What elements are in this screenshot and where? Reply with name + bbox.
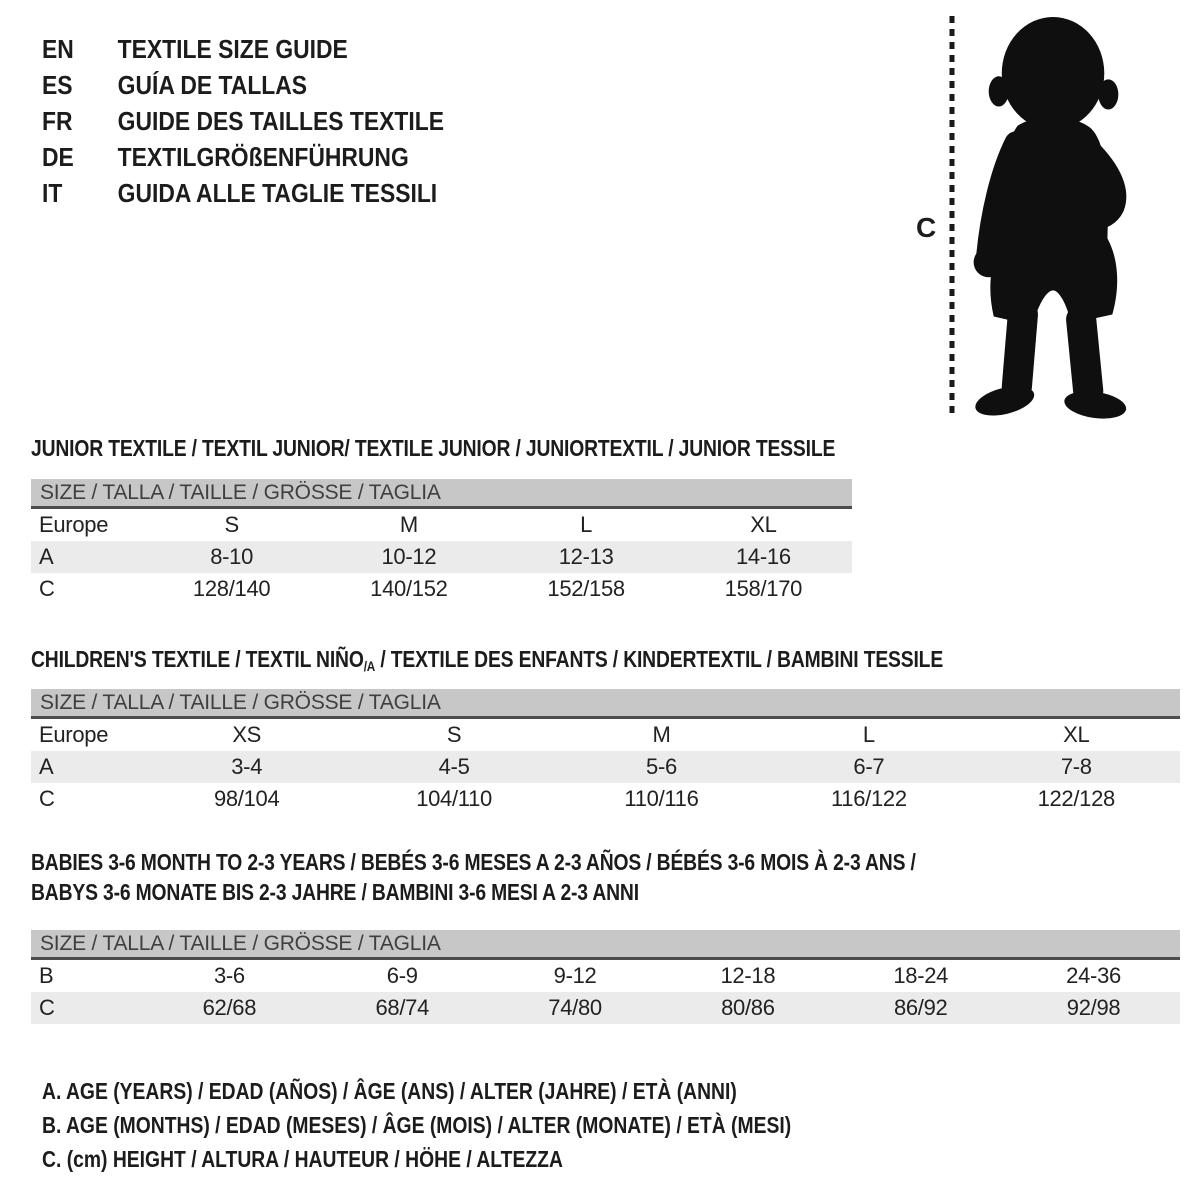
measure-label-c: C: [916, 212, 937, 243]
size-table-children: [31, 719, 1180, 815]
row-label: A: [39, 754, 54, 779]
language-guide-title: GUIDA ALLE TAGLIE TESSILI: [117, 178, 438, 208]
language-row-de: [42, 139, 444, 175]
size-value: L: [580, 512, 593, 537]
language-guide-title: TEXTILGRÖßENFÜHRUNG: [117, 142, 409, 172]
size-value: 10-12: [381, 544, 437, 569]
language-row-es: [42, 67, 444, 103]
size-value: XL: [750, 512, 777, 537]
size-value: 80/86: [721, 995, 775, 1020]
language-code: ES: [42, 70, 73, 100]
title-text: BABYS 3-6 MONATE BIS 2-3 JAHRE / BAMBINI 3-6 MESI A 2-3 ANNI: [31, 879, 639, 905]
size-value: M: [399, 512, 418, 537]
legend-line-b: B. AGE (MONTHS) / EDAD (MESES) / ÂGE (MOIS) / ALTER (MONATE) / ETÀ (MESI): [42, 1112, 792, 1138]
size-value: S: [446, 722, 462, 747]
table-row-europe: [31, 509, 852, 541]
language-code: FR: [42, 106, 73, 136]
language-row-en: [42, 31, 444, 67]
size-value: XS: [232, 722, 262, 747]
size-value: 122/128: [1037, 786, 1115, 811]
size-value: 68/74: [375, 995, 430, 1020]
size-value: 158/170: [724, 576, 803, 601]
size-value: 4-5: [438, 754, 470, 779]
row-label: C: [39, 786, 55, 811]
toddler-silhouette: [960, 13, 1138, 419]
language-title-list: [42, 31, 499, 211]
table-row-c: [31, 992, 1180, 1024]
language-guide-title: GUIDE DES TAILLES TEXTILE: [117, 106, 444, 136]
title-text: / TEXTILE DES ENFANTS / KINDERTEXTIL / BAMBINI TESSILE: [375, 646, 944, 672]
size-value: 98/104: [213, 786, 280, 811]
section-title: [31, 877, 996, 907]
language-guide-title: TEXTILE SIZE GUIDE: [117, 34, 348, 64]
table-row-c: [31, 573, 852, 605]
size-value: 128/140: [192, 576, 271, 601]
size-value: 116/122: [830, 786, 907, 811]
size-value: 3-6: [213, 963, 245, 988]
size-value: 6-9: [386, 963, 418, 988]
size-value: 14-16: [735, 544, 791, 569]
language-code: EN: [42, 34, 74, 64]
size-value: 74/80: [548, 995, 602, 1020]
size-value: L: [862, 722, 875, 747]
table-row-c: [31, 783, 1180, 815]
row-label: C: [39, 576, 55, 601]
section-junior: [31, 433, 852, 605]
silhouette-head: [1002, 17, 1105, 130]
size-value: 140/152: [370, 576, 448, 601]
size-value: 5-6: [646, 754, 677, 779]
language-row-fr: [42, 103, 444, 139]
height-measure-dashed-line: [948, 16, 956, 418]
table-header-bar: SIZE / TALLA / TAILLE / GRÖSSE / TAGLIA: [31, 930, 1180, 960]
language-code: IT: [42, 178, 63, 208]
size-value: 8-10: [210, 544, 254, 569]
size-value: 18-24: [893, 963, 949, 988]
size-value: 12-13: [558, 544, 614, 569]
row-label: C: [39, 995, 55, 1020]
title-subscript: /A: [363, 658, 376, 674]
size-table-babies: [31, 960, 1180, 1024]
size-value: XL: [1063, 722, 1090, 747]
table-header-bar: SIZE / TALLA / TAILLE / GRÖSSE / TAGLIA: [31, 689, 1180, 719]
row-label: A: [39, 544, 54, 569]
size-table-junior: [31, 509, 852, 605]
size-value: 92/98: [1066, 995, 1121, 1020]
size-value: 62/68: [202, 995, 257, 1020]
title-text: BABIES 3-6 MONTH TO 2-3 YEARS / BEBÉS 3-6 MESES A 2-3 AÑOS / BÉBÉS 3-6 MOIS À 2-3 ANS /: [31, 849, 916, 875]
row-label: Europe: [39, 512, 109, 537]
section-title: [31, 433, 836, 463]
section-babies: [31, 847, 1180, 1024]
row-label: Europe: [39, 722, 109, 747]
size-value: 110/116: [624, 786, 699, 811]
table-row-a: [31, 751, 1180, 783]
legend-line-a: A. AGE (YEARS) / EDAD (AÑOS) / ÂGE (ANS) / ALTER (JAHRE) / ETÀ (ANNI): [42, 1078, 737, 1104]
size-value: 7-8: [1060, 754, 1092, 779]
table-row-a: [31, 541, 852, 573]
size-value: 24-36: [1066, 963, 1121, 988]
size-value: 86/92: [893, 995, 948, 1020]
language-code: DE: [42, 142, 74, 172]
table-row-b: [31, 960, 1180, 992]
title-text: JUNIOR TEXTILE / TEXTIL JUNIOR/ TEXTILE JUNIOR / JUNIORTEXTIL / JUNIOR TESSILE: [31, 435, 836, 461]
section-children: [31, 644, 1180, 815]
table-row-europe: [31, 719, 1180, 751]
legend-line-c: C. (cm) HEIGHT / ALTURA / HAUTEUR / HÖHE / ALTEZZA: [42, 1146, 563, 1172]
language-guide-title: GUÍA DE TALLAS: [117, 70, 308, 100]
size-value: 104/110: [416, 786, 492, 811]
measure-legend: [42, 1074, 934, 1176]
section-title: [31, 847, 996, 877]
size-value: M: [652, 722, 671, 747]
section-title: [31, 644, 996, 677]
size-value: 12-18: [720, 963, 776, 988]
table-header-bar: SIZE / TALLA / TAILLE / GRÖSSE / TAGLIA: [31, 479, 852, 509]
size-value: 9-12: [553, 963, 597, 988]
size-value: 6-7: [853, 754, 885, 779]
size-value: 3-4: [231, 754, 263, 779]
size-value: S: [224, 512, 239, 537]
size-value: 152/158: [547, 576, 625, 601]
row-label: B: [39, 963, 54, 988]
title-text: CHILDREN'S TEXTILE / TEXTIL NIÑO: [31, 646, 364, 672]
language-row-it: [42, 175, 444, 211]
